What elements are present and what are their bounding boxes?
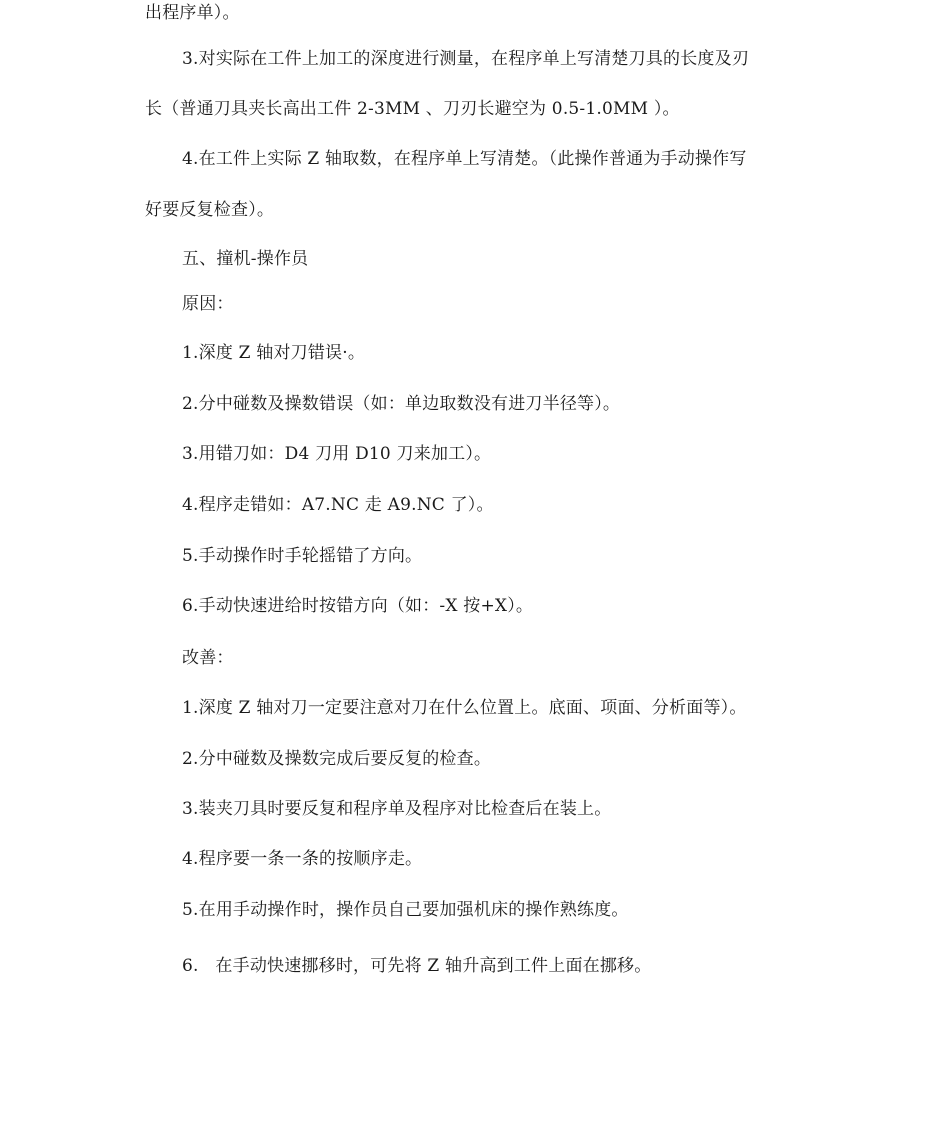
list-item: 4.程序走错如：A7.NC 走 A9.NC 了）。: [182, 495, 494, 515]
list-item: 6. 在手动快速挪移时，可先将 Z 轴升高到工件上面在挪移。: [182, 956, 652, 976]
paragraph-line: 出程序单）。: [145, 3, 240, 23]
list-item: 5.在用手动操作时，操作员自己要加强机床的操作熟练度。: [182, 900, 629, 920]
paragraph-line: 好要反复检查）。: [145, 200, 275, 220]
list-item: 1.深度 Z 轴对刀一定要注意对刀在什么位置上。底面、项面、分析面等）。: [182, 698, 747, 718]
list-item: 3.用错刀如：D4 刀用 D10 刀来加工）。: [182, 444, 492, 464]
subheading-improvement: 改善：: [182, 648, 234, 668]
list-item: 1.深度 Z 轴对刀错误·。: [182, 343, 366, 363]
subheading-cause: 原因：: [182, 294, 234, 314]
list-item: 2.分中碰数及操数完成后要反复的检查。: [182, 749, 492, 769]
paragraph-line: 4.在工件上实际 Z 轴取数，在程序单上写清楚。（此操作普通为手动操作写: [182, 149, 747, 169]
list-item: 6.手动快速进给时按错方向（如：-X 按+X）。: [182, 596, 534, 616]
paragraph-line: 长（普通刀具夹长高出工件 2-3MM 、刀刃长避空为 0.5-1.0MM ）。: [145, 99, 680, 119]
list-item: 3.装夹刀具时要反复和程序单及程序对比检查后在装上。: [182, 799, 612, 819]
list-item: 4.程序要一条一条的按顺序走。: [182, 849, 423, 869]
list-item: 5.手动操作时手轮摇错了方向。: [182, 546, 423, 566]
paragraph-line: 3.对实际在工件上加工的深度进行测量，在程序单上写清楚刀具的长度及刃: [182, 49, 750, 69]
list-item: 2.分中碰数及操数错误（如：单边取数没有进刀半径等）。: [182, 394, 621, 414]
section-heading: 五、撞机-操作员: [182, 249, 309, 269]
